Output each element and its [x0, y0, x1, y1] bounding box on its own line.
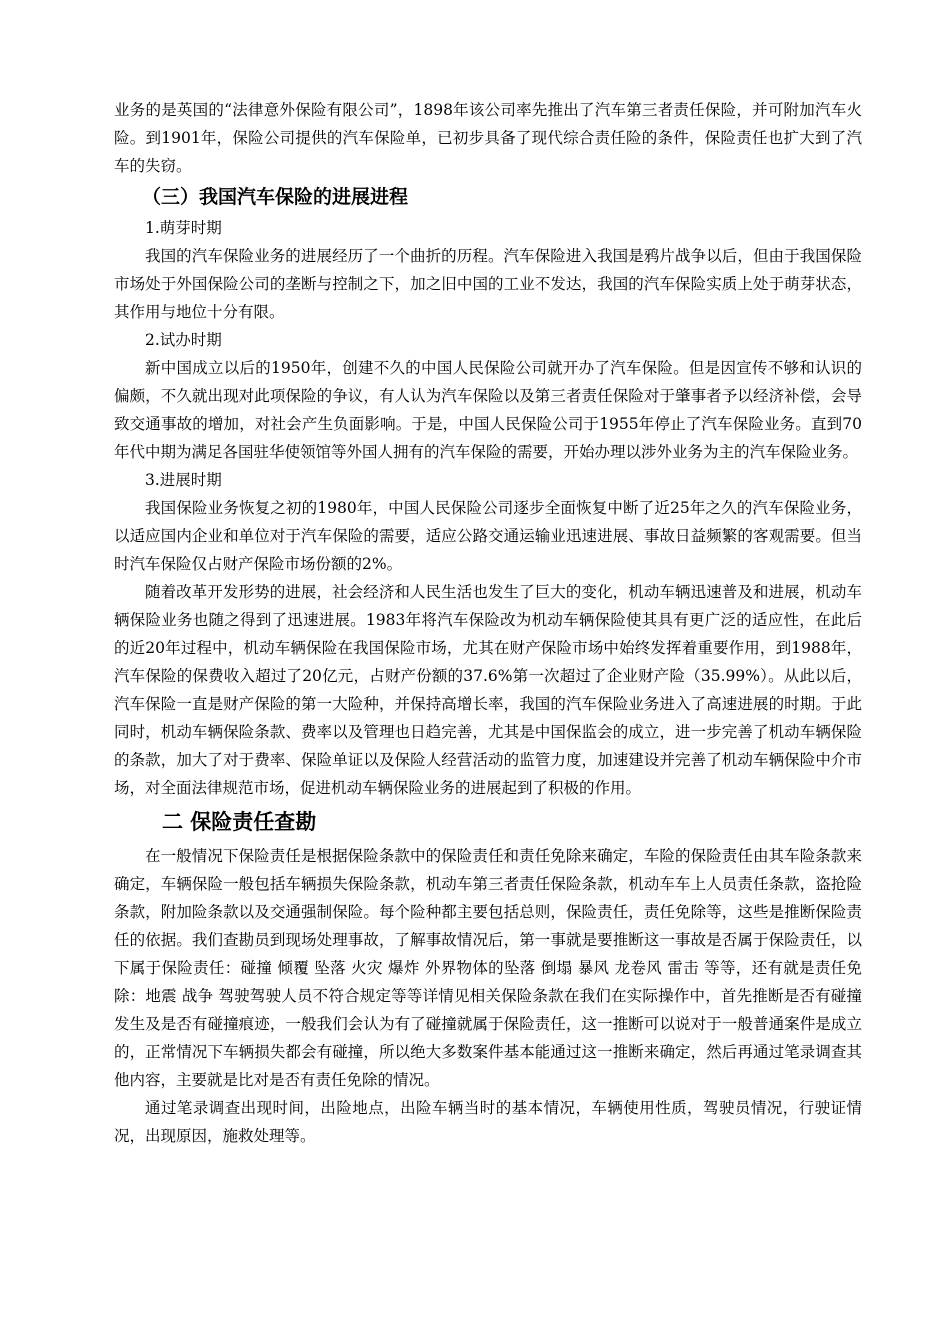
period-3-paragraph-2: 随着改革开发形势的进展，社会经济和人民生活也发生了巨大的变化，机动车辆迅速普及和进展，机动车辆保险业务也随之得到了迅速进展。1983年将汽车保险改为机动车辆保险使其具有更广泛的适应性，在此后的近20年过程中，机动车辆保险在我国保险市场，尤其在财产保险市场中始终发挥着重要作用，到1988年，汽车保险的保费收入超过了20亿元，占财产份额的37.6%第一次超过了企业财产险（35.99%）。从此以后，汽车保险一直是财产保险的第一大险种，并保持高增长率，我国的汽车保险业务进入了高速进展的时期。于此同时，机动车辆保险条款、费率以及管理也日趋完善，尤其是中国保监会的成立，进一步完善了机动车辆保险的条款，加大了对于费率、保险单证以及保险人经营活动的监管力度，加速建设并完善了机动车辆保险中介市场，对全面法律规范市场，促进机动车辆保险业务的进展起到了积极的作用。: [114, 583, 862, 797]
period-2-paragraph: 新中国成立以后的1950年，创建不久的中国人民保险公司就开办了汽车保险。但是因宣传不够和认识的偏颇，不久就出现对此项保险的争议，有人认为汽车保险以及第三者责任保险对于肇事者予以经济补偿，会导致交通事故的增加，对社会产生负面影响。于是，中国人民保险公司于1955年停止了汽车保险业务。直到70年代中期为满足各国驻华使领馆等外国人拥有的汽车保险的需要，开始办理以涉外业务为主的汽车保险业务。: [114, 359, 862, 461]
section-heading-development: （三）我国汽车保险的进展进程: [142, 186, 409, 208]
liability-paragraph-2: 通过笔录调查出现时间，出险地点，出险车辆当时的基本情况，车辆使用性质，驾驶员情况，行驶证情况，出现原因，施救处理等。: [114, 1099, 862, 1145]
liability-paragraph-1: 在一般情况下保险责任是根据保险条款中的保险责任和责任免除来确定，车险的保险责任由其车险条款来确定，车辆保险一般包括车辆损失保险条款，机动车第三者责任保险条款，机动车车上人员责任条款，盗抢险条款，附加险条款以及交通强制保险。每个险种都主要包括总则，保险责任，责任免除等，这些是推断保险责任的依据。我们查勘员到现场处理事故，了解事故情况后，第一事就是要推断这一事故是否属于保险责任，以下属于保险责任：碰撞 倾覆 坠落 火灾 爆炸 外界物体的坠落 倒塌 暴风 龙卷风 雷击 等等，还有就是责任免除：地震 战争 驾驶驾驶人员不符合规定等等详情见相关保险条款在我们在实际操作中，首先推断是否有碰撞发生及是否有碰撞痕迹，一般我们会认为有了碰撞就属于保险责任，这一推断可以说对于一般普通案件是成立的，正常情况下车辆损失都会有碰撞，所以绝大多数案件基本能通过这一推断来确定，然后再通过笔录调查其他内容，主要就是比对是否有责任免除的情况。: [114, 847, 862, 1089]
period-1-title: 1.萌芽时期: [145, 219, 222, 237]
section-heading-liability-survey: 二 保险责任查勘: [162, 810, 317, 834]
period-3-paragraph-1: 我国保险业务恢复之初的1980年，中国人民保险公司逐步全面恢复中断了近25年之久的汽车保险业务，以适应国内企业和单位对于汽车保险的需要，适应公路交通运输业迅速进展、事故日益频繁的客观需要。但当时汽车保险仅占财产保险市场份额的2%。: [114, 499, 862, 573]
period-1-paragraph: 我国的汽车保险业务的进展经历了一个曲折的历程。汽车保险进入我国是鸦片战争以后，但由于我国保险市场处于外国保险公司的垄断与控制之下，加之旧中国的工业不发达，我国的汽车保险实质上处于萌芽状态，其作用与地位十分有限。: [114, 247, 862, 321]
period-2-title: 2.试办时期: [145, 331, 222, 349]
period-3-title: 3.进展时期: [145, 471, 222, 489]
intro-paragraph: 业务的是英国的“法律意外保险有限公司”，1898年该公司率先推出了汽车第三者责任保险，并可附加汽车火险。到1901年，保险公司提供的汽车保险单，已初步具备了现代综合责任险的条件，保险责任也扩大到了汽车的失窃。: [114, 101, 862, 175]
